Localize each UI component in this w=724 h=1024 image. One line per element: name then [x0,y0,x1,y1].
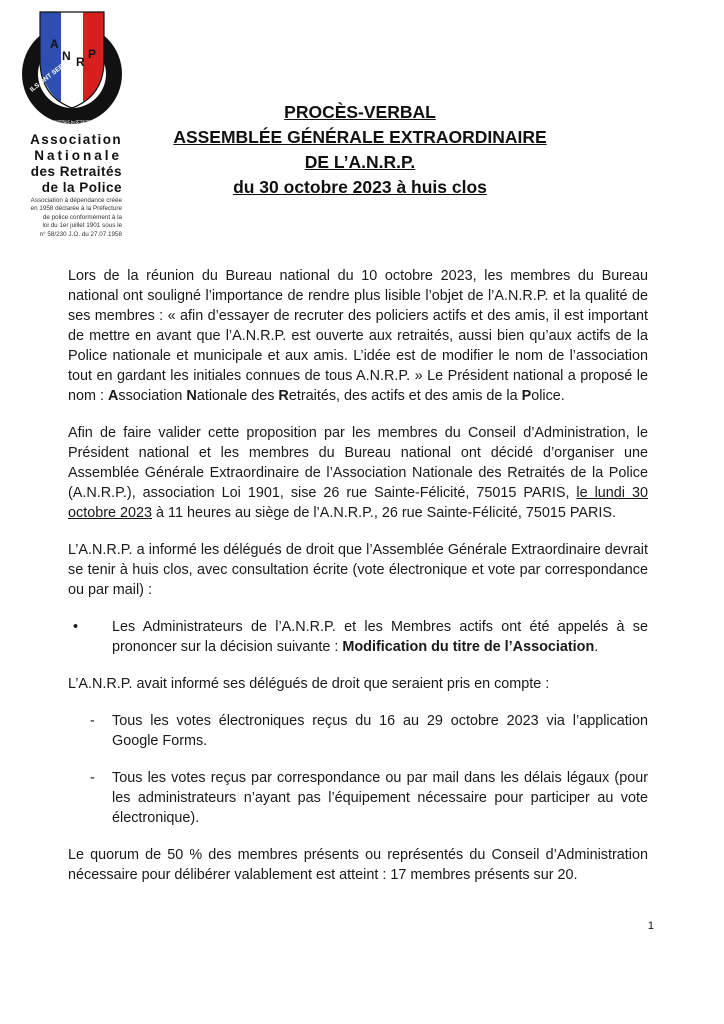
convocation-text: Afin de faire valider cette proposition par les membres du Conseil d’Administration, le Président national et les membres du Bureau national ont décidé d’organiser une Assemblée Générale Extraordinaire de l’Association Nationale des Retraités de la Police (A.N.R.P.), association Loi 1901, sise 26 rue Sainte-Félicité, 75015 PARIS, [68,425,648,501]
initial-p: P [521,388,532,404]
org-name-line-2: Nationale [34,148,122,163]
paragraph-intro [68,266,648,406]
logo-letter-p: P [88,47,97,61]
paragraph-quorum: Le quorum de 50 % des membres présents ou représentés du Conseil d’Administration nécessaire pour délibérer valablement est atteint : 17 membres présents sur 20. [68,847,648,883]
dash-text: Tous les votes électroniques reçus du 16 au 29 octobre 2023 via l’application Google Forms. [112,713,648,749]
paragraph-intro-text: Lors de la réunion du Bureau national du 10 octobre 2023, les membres du Bureau national ont souligné l’importance de rendre plus lisible l’objet de l’A.N.R.P. et la qualité de ses membres : « afin d’essayer de recruter des policiers actifs et des amis, il est important de mettre en avant que l’A.N.R.P. est ouverte aux retraités, aussi bien qu’aux actifs de la Police nationale et municipale et aux amis. L’idée est de modifier le nom de l’association tout en gardant les initiales connues de tous A.N.R.P. » Le Président national a proposé le nom : [68,268,648,404]
logo-letter-n: N [62,49,71,63]
name-part: etraités, des actifs et des amis de la [288,388,522,404]
dash-text: Tous les votes reçus par correspondance ou par mail dans les délais légaux (pour les administrateurs n’ayant pas l’équipement nécessaire pour participer au vote électronique). [112,770,648,826]
paragraph-convocation [68,423,648,523]
convocation-text-end: à 11 heures au siège de l’A.N.R.P., 26 rue Sainte-Félicité, 75015 PARIS. [152,505,616,521]
meeting-date: le lundi 30 octobre 2023 [68,485,648,521]
logo-motto: ILS ONT SERVI [28,59,71,94]
anrp-seal [22,8,122,132]
legal-line: de police conformément à la [42,213,122,221]
org-name-line-1: Association [30,132,122,147]
dash-mark: - [90,713,95,729]
bullet-item-decision [68,617,648,657]
logo-letter-r: R [76,55,85,69]
legal-line: Association à dépendance créée [30,197,122,204]
title-line-4: du 30 octobre 2023 à huis clos [233,177,487,197]
organization-legal-notice [10,197,122,239]
title-line-1: PROCÈS-VERBAL [284,102,436,122]
name-part: ssociation [118,388,187,404]
anrp-logo [22,8,122,132]
paragraph-consultation: L’A.N.R.P. a informé les délégués de droit que l’Assemblée Générale Extraordinaire devrait se tenir à huis clos, avec consultation écrite (vote électronique et vote par correspondance ou par mail) : [68,542,648,598]
dash-item-electronic-votes [68,711,648,751]
initial-r: R [278,388,289,404]
name-part: olice. [531,388,565,404]
organization-name [10,132,122,196]
bullet-mark: • [73,619,79,635]
title-line-2: ASSEMBLÉE GÉNÉRALE EXTRAORDINAIRE [173,127,547,147]
org-name-line-4: de la Police [41,180,122,195]
decision-title: Modification du titre de l’Association [342,639,595,655]
dash-item-mail-votes [68,768,648,828]
dash-mark: - [90,770,95,786]
name-part: ationale des [196,388,279,404]
legal-line: en 1958 déclarée à la Préfecture [30,205,122,213]
logo-ring-text: ASSOCIATION NATIONALE des RETRAITES de la POLICE [37,120,108,126]
bullet-text: Les Administrateurs de l’A.N.R.P. et les Membres actifs ont été appelés à se prononcer sur la décision suivante : [112,619,648,655]
legal-line: loi du 1er juillet 1901 sous le [42,222,122,230]
page-number: 1 [647,920,654,932]
legal-line: n° 58/230 J.O. du 27.07.1958 [39,230,122,238]
initial-a: A [108,388,119,404]
logo-letter-a: A [50,37,59,51]
title-line-3: DE L’A.N.R.P. [304,152,416,172]
org-name-line-3: des Retraités [30,164,122,179]
document-title [150,100,570,200]
initial-n: N [186,388,197,404]
paragraph-votes-intro: L’A.N.R.P. avait informé ses délégués de droit que seraient pris en compte : [68,676,550,692]
bullet-end: . [594,639,599,655]
document-body [68,266,648,885]
